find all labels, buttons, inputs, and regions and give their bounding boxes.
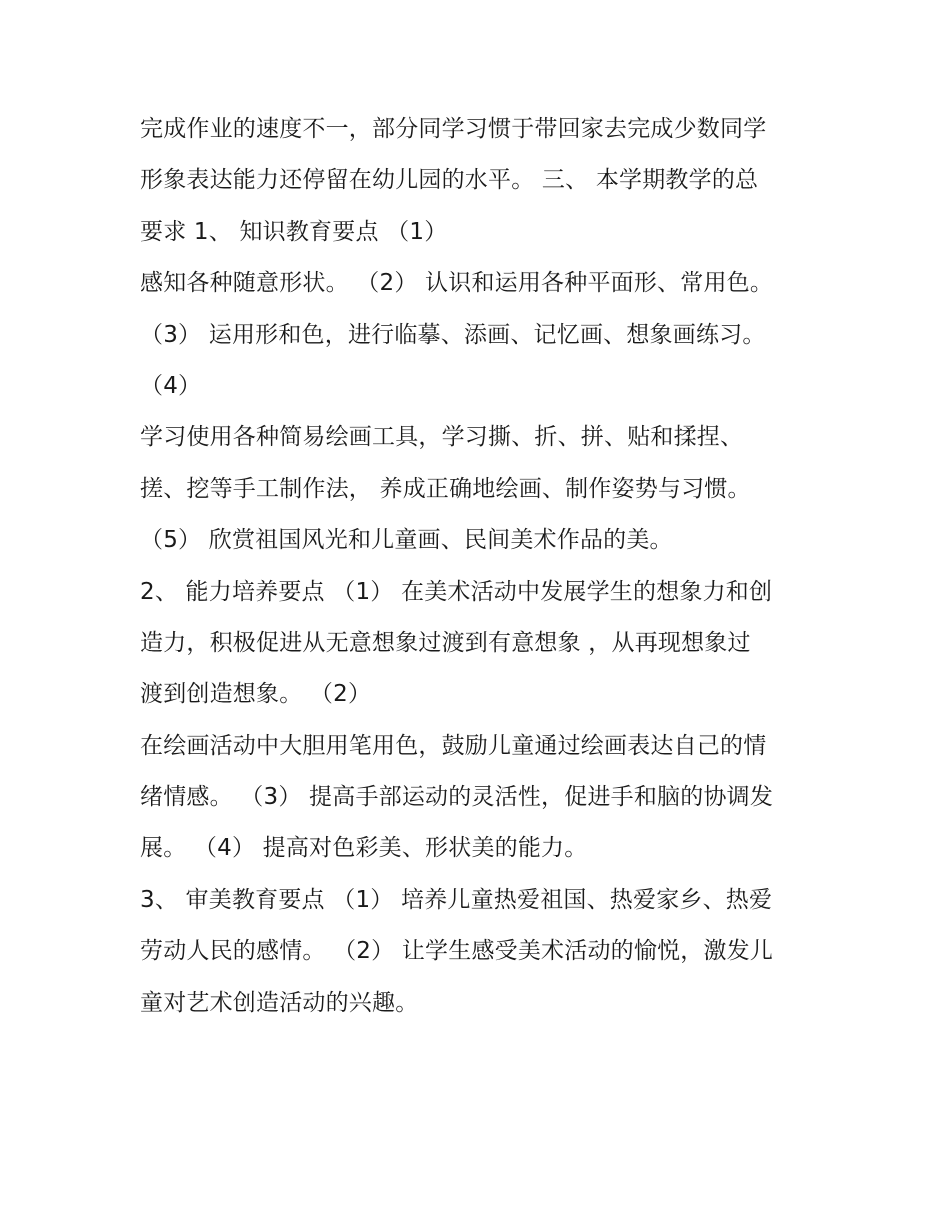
text-line: 渡到创造想象。 （2） (140, 681, 372, 708)
text-line: （5） 欣赏祖国风光和儿童画、民间美术作品的美。 (140, 527, 673, 554)
text-line: 2、 能力培养要点 （1） 在美术活动中发展学生的想象力和创 (140, 578, 773, 605)
text-line: （3） 运用形和色，进行临摹、添画、记忆画、想象画练习。 (140, 321, 766, 348)
text-line: 绪情感。 （3） 提高手部运动的灵活性，促进手和脑的协调发 (140, 784, 774, 811)
text-line: 3、 审美教育要点 （1） 培养儿童热爱祖国、热爱家乡、热爱 (140, 886, 773, 913)
text-line: （4） (140, 372, 202, 399)
text-line: 造力，积极促进从无意想象过渡到有意想象 ，从再现想象过 (140, 629, 751, 656)
text-line: 在绘画活动中大胆用笔用色，鼓励儿童通过绘画表达自己的情 (140, 732, 767, 759)
text-line: 搓、挖等手工制作法， 养成正确地绘画、制作姿势与习惯。 (140, 475, 751, 502)
text-line: 学习使用各种简易绘画工具，学习撕、折、拼、贴和揉捏、 (140, 424, 744, 451)
text-line: 要求 1、 知识教育要点 （1） (140, 218, 448, 245)
text-line: 完成作业的速度不一，部分同学习惯于带回家去完成少数同学 (140, 116, 767, 142)
text-line: 形象表达能力还停留在幼儿园的水平。 三、 本学期教学的总 (140, 167, 759, 194)
text-line: 劳动人民的感情。 （2） 让学生感受美术活动的愉悦，激发儿 (140, 938, 774, 965)
text-line: 童对艺术创造活动的兴趣。 (140, 989, 419, 1016)
text-line: 展。 （4） 提高对色彩美、形状美的能力。 (140, 835, 588, 862)
text-line: 感知各种随意形状。 （2） 认识和运用各种平面形、常用色。 (140, 270, 774, 297)
body-text (140, 104, 840, 1029)
